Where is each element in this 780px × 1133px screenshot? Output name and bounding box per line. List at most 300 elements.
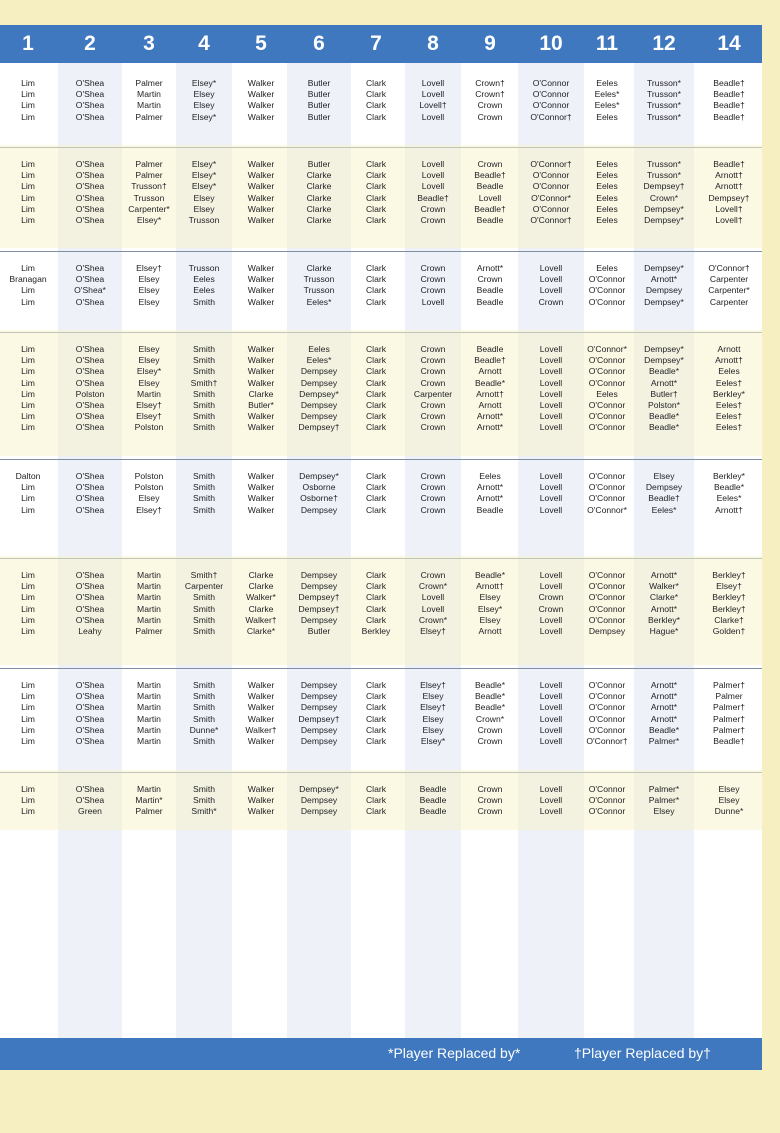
player-cell: Elsey xyxy=(193,192,215,203)
player-cell: Clarke xyxy=(306,192,332,203)
player-cell: Beadle† xyxy=(417,192,449,203)
player-cell: O'Shea xyxy=(75,736,105,746)
player-cell: Dempsey xyxy=(300,400,338,410)
player-cell: Lim xyxy=(21,603,35,614)
player-cell: Dempsey xyxy=(300,504,338,515)
column-header-8: 8 xyxy=(427,32,439,55)
player-cell: Lim xyxy=(21,626,35,636)
player-cell: O'Connor xyxy=(588,592,626,603)
player-cell: Lim xyxy=(21,366,35,377)
player-cell: Clark xyxy=(365,504,387,515)
player-cell: Lovell xyxy=(539,784,563,794)
player-cell: Clark xyxy=(365,263,387,273)
player-cell: Dempsey* xyxy=(644,263,684,273)
player-cell: Smith xyxy=(193,736,215,746)
player-cell: Eeles* xyxy=(716,493,742,504)
player-cell: Elsey† xyxy=(716,581,742,592)
column-header-11: 11 xyxy=(595,32,619,55)
player-cell: O'Connor xyxy=(588,366,626,377)
player-cell: O'Shea xyxy=(75,203,105,214)
player-cell: Elsey† xyxy=(420,680,446,690)
player-cell: Crown* xyxy=(418,614,448,625)
player-cell: Clark xyxy=(365,471,387,481)
player-cell: Lim xyxy=(21,170,35,181)
player-cell: Eeles xyxy=(596,215,618,225)
player-cell: Lovell xyxy=(539,713,563,724)
player-cell: Elsey xyxy=(138,296,160,307)
player-cell: Lim xyxy=(21,691,35,702)
player-cell: Clarke xyxy=(306,181,332,192)
player-cell: O'Connor xyxy=(588,377,626,388)
player-cell: Walker xyxy=(247,680,275,690)
player-cell: Clark xyxy=(365,285,387,296)
player-cell: Arnott* xyxy=(650,691,678,702)
player-cell: O'Connor xyxy=(588,493,626,504)
player-cell: Clarke* xyxy=(649,592,679,603)
player-cell: Butler xyxy=(307,89,331,100)
player-cell: Lovell xyxy=(421,111,445,122)
player-cell: Clark xyxy=(365,482,387,493)
player-cell: Walker xyxy=(247,111,275,122)
player-cell: Lim xyxy=(21,344,35,354)
player-cell: Palmer† xyxy=(713,702,745,713)
player-cell: Elsey* xyxy=(191,159,217,169)
player-cell: O'Shea xyxy=(75,603,105,614)
player-cell: Elsey xyxy=(422,724,444,735)
player-cell: Smith xyxy=(193,366,215,377)
player-cell: O'Connor xyxy=(532,89,570,100)
player-cell: Eeles xyxy=(596,263,618,273)
player-cell: Lovell xyxy=(539,388,563,399)
player-cell: Clark xyxy=(365,181,387,192)
player-cell: Arnott xyxy=(478,400,502,410)
player-cell: Beadle* xyxy=(648,724,680,735)
player-cell: Crown xyxy=(420,570,446,580)
player-cell: Eeles xyxy=(596,170,618,181)
player-cell: Eeles xyxy=(193,274,215,285)
player-cell: Smith xyxy=(193,795,215,806)
player-cell: Palmer* xyxy=(648,736,680,746)
player-cell: Eeles† xyxy=(715,422,743,433)
player-cell: Smith xyxy=(193,296,215,307)
player-cell: Walker xyxy=(247,806,275,817)
player-cell: Beadle† xyxy=(713,736,745,746)
player-cell: O'Connor† xyxy=(530,159,572,169)
player-cell: Crown* xyxy=(418,581,448,592)
player-cell: O'Shea xyxy=(75,263,105,273)
player-cell: Lim xyxy=(21,713,35,724)
player-cell: Smith xyxy=(193,422,215,433)
player-cell: Palmer xyxy=(135,170,163,181)
player-cell: Clark xyxy=(365,355,387,366)
player-cell: Arnott xyxy=(478,626,502,636)
player-cell: Palmer xyxy=(135,111,163,122)
player-cell: O'Shea xyxy=(75,100,105,111)
column-header-6: 6 xyxy=(313,32,325,55)
player-cell: O'Connor xyxy=(588,422,626,433)
player-cell: Lovell xyxy=(539,504,563,515)
player-cell: Lovell xyxy=(421,89,445,100)
player-cell: O'Shea xyxy=(75,400,105,410)
player-cell: Palmer† xyxy=(713,724,745,735)
player-cell: Lovell xyxy=(539,614,563,625)
player-cell: O'Connor xyxy=(588,274,626,285)
player-cell: Butler* xyxy=(248,400,274,410)
player-cell: Smith xyxy=(193,691,215,702)
player-cell: Arnott† xyxy=(715,181,743,192)
player-cell: Walker xyxy=(247,215,275,225)
player-cell: O'Shea xyxy=(75,471,105,481)
player-cell: Lovell xyxy=(421,170,445,181)
player-cell: Martin xyxy=(137,100,161,111)
player-cell: Clarke* xyxy=(246,626,276,636)
player-cell: O'Shea xyxy=(75,713,105,724)
player-cell: Clark xyxy=(365,581,387,592)
player-cell: Dempsey† xyxy=(298,592,340,603)
player-cell: Crown xyxy=(538,603,564,614)
player-cell: O'Shea xyxy=(75,570,105,580)
player-cell: Lovell xyxy=(539,482,563,493)
player-cell: Beadle* xyxy=(648,411,680,422)
player-cell: Elsey* xyxy=(136,366,162,377)
player-cell: Lovell xyxy=(539,581,563,592)
player-cell: Lovell xyxy=(539,795,563,806)
player-cell: Berkley* xyxy=(713,471,745,481)
player-cell: Dempsey† xyxy=(298,603,340,614)
player-cell: Lim xyxy=(21,203,35,214)
player-cell: Dempsey xyxy=(300,691,338,702)
player-cell: Elsey† xyxy=(136,263,162,273)
player-cell: Martin xyxy=(137,784,161,794)
player-cell: Dempsey xyxy=(300,377,338,388)
player-cell: Walker xyxy=(247,344,275,354)
player-cell: Crown xyxy=(477,806,503,817)
player-cell: Walker xyxy=(247,702,275,713)
player-cell: Elsey xyxy=(479,592,501,603)
player-cell: Elsey† xyxy=(136,400,162,410)
player-cell: Smith xyxy=(193,614,215,625)
player-cell: Polston xyxy=(134,422,164,433)
player-cell: Butler xyxy=(307,100,331,111)
player-cell: Crown xyxy=(420,471,446,481)
player-cell: Smith xyxy=(193,702,215,713)
player-cell: O'Connor xyxy=(588,713,626,724)
player-cell: Elsey† xyxy=(420,702,446,713)
player-cell: Clark xyxy=(365,570,387,580)
player-cell: Smith xyxy=(193,471,215,481)
player-cell: Crown xyxy=(538,592,564,603)
player-cell: Clark xyxy=(365,795,387,806)
player-cell: Dempsey* xyxy=(644,355,684,366)
player-cell: Walker† xyxy=(245,614,277,625)
player-cell: Beadle* xyxy=(474,570,506,580)
player-cell: Beadle† xyxy=(713,159,745,169)
player-cell: Smith† xyxy=(190,377,218,388)
player-cell: Lim xyxy=(21,159,35,169)
player-cell: Lovell xyxy=(539,366,563,377)
column-header-2: 2 xyxy=(84,32,96,55)
player-cell: O'Connor xyxy=(588,570,626,580)
player-cell: Smith xyxy=(193,493,215,504)
player-cell: O'Shea xyxy=(75,89,105,100)
player-cell: O'Connor xyxy=(588,411,626,422)
player-cell: Eeles† xyxy=(715,411,743,422)
player-cell: Arnott* xyxy=(476,482,504,493)
player-cell: Trusson* xyxy=(646,170,682,181)
player-cell: Lovell xyxy=(539,400,563,410)
player-cell: Beadle* xyxy=(474,691,506,702)
player-cell: O'Shea xyxy=(75,344,105,354)
player-cell: Dempsey xyxy=(300,736,338,746)
player-cell: Lovell xyxy=(539,724,563,735)
player-cell: Palmer† xyxy=(713,680,745,690)
player-cell: Arnott† xyxy=(715,170,743,181)
player-cell: Clark xyxy=(365,366,387,377)
player-cell: O'Connor xyxy=(588,784,626,794)
player-cell: Dempsey* xyxy=(299,784,339,794)
player-cell: Clark xyxy=(365,159,387,169)
player-cell: O'Shea xyxy=(75,784,105,794)
player-cell: Beadle xyxy=(476,504,504,515)
player-cell: Arnott† xyxy=(715,504,743,515)
player-cell: Crown xyxy=(420,422,446,433)
player-cell: Beadle* xyxy=(474,377,506,388)
player-cell: Walker xyxy=(247,504,275,515)
player-cell: Dempsey xyxy=(588,626,626,636)
player-cell: Lovell xyxy=(421,181,445,192)
player-cell: Carpenter xyxy=(709,274,749,285)
player-cell: O'Connor xyxy=(588,400,626,410)
player-cell: Arnott* xyxy=(476,411,504,422)
player-cell: Arnott† xyxy=(715,355,743,366)
player-cell: Eeles xyxy=(596,203,618,214)
player-cell: Crown† xyxy=(475,89,505,100)
player-cell: Elsey† xyxy=(420,626,446,636)
player-cell: Martin xyxy=(137,592,161,603)
player-cell: Lim xyxy=(21,215,35,225)
player-cell: Eeles xyxy=(193,285,215,296)
player-cell: Smith xyxy=(193,603,215,614)
player-cell: Eeles xyxy=(596,159,618,169)
player-cell: Eeles xyxy=(596,111,618,122)
player-cell: Lim xyxy=(21,482,35,493)
player-cell: Palmer xyxy=(135,78,163,88)
player-cell: Lim xyxy=(21,100,35,111)
player-cell: Walker xyxy=(247,89,275,100)
player-cell: Lim xyxy=(21,192,35,203)
player-cell: Clarke xyxy=(248,603,274,614)
player-cell: Dempsey xyxy=(645,285,683,296)
player-cell: Clarke xyxy=(306,215,332,225)
legend-replaced-star: *Player Replaced by* xyxy=(388,1045,521,1061)
player-cell: Lim xyxy=(21,89,35,100)
player-cell: Elsey* xyxy=(191,170,217,181)
player-cell: Lovell xyxy=(539,471,563,481)
player-cell: Beadle† xyxy=(713,100,745,111)
player-cell: O'Shea xyxy=(75,181,105,192)
player-cell: O'Shea xyxy=(75,592,105,603)
player-cell: O'Connor xyxy=(588,614,626,625)
player-cell: Walker xyxy=(247,78,275,88)
player-cell: Lim xyxy=(21,724,35,735)
player-cell: Lim xyxy=(21,263,35,273)
player-cell: Butler xyxy=(307,159,331,169)
player-cell: Clark xyxy=(365,680,387,690)
player-cell: O'Connor* xyxy=(531,192,571,203)
player-cell: Elsey† xyxy=(136,411,162,422)
player-cell: Crown xyxy=(477,724,503,735)
player-cell: Lim xyxy=(21,355,35,366)
player-cell: Beadle† xyxy=(648,493,680,504)
player-cell: Trusson xyxy=(188,215,220,225)
player-cell: O'Connor xyxy=(532,78,570,88)
player-cell: Crown xyxy=(420,377,446,388)
player-cell: Dempsey xyxy=(300,795,338,806)
player-cell: Lim xyxy=(21,377,35,388)
player-cell: Dalton xyxy=(15,471,41,481)
player-cell: O'Shea xyxy=(75,192,105,203)
player-cell: Polston xyxy=(134,471,164,481)
player-cell: Elsey xyxy=(422,691,444,702)
player-cell: Trusson xyxy=(303,274,335,285)
player-cell: Crown xyxy=(477,111,503,122)
player-cell: Lim xyxy=(21,422,35,433)
player-cell: Arnott* xyxy=(650,274,678,285)
player-cell: Walker xyxy=(247,263,275,273)
player-cell: O'Connor xyxy=(588,355,626,366)
player-cell: Clark xyxy=(365,411,387,422)
player-cell: Dempsey xyxy=(645,482,683,493)
player-cell: Elsey xyxy=(138,355,160,366)
player-cell: O'Shea* xyxy=(74,285,106,296)
player-cell: Clark xyxy=(365,78,387,88)
player-cell: Lovell xyxy=(421,159,445,169)
player-cell: Beadle† xyxy=(713,78,745,88)
player-cell: Clarke† xyxy=(714,614,744,625)
player-cell: Clark xyxy=(365,603,387,614)
player-cell: Crown xyxy=(420,411,446,422)
player-cell: Eeles* xyxy=(651,504,677,515)
player-cell: Berkley† xyxy=(712,570,746,580)
player-cell: Lovell xyxy=(539,377,563,388)
player-cell: O'Shea xyxy=(75,411,105,422)
player-cell: Arnott* xyxy=(476,422,504,433)
player-cell: O'Connor* xyxy=(587,344,627,354)
column-header-12: 12 xyxy=(652,32,676,55)
player-cell: O'Connor xyxy=(588,285,626,296)
player-cell: Dempsey* xyxy=(644,296,684,307)
player-cell: Martin xyxy=(137,724,161,735)
player-cell: Beadle* xyxy=(648,366,680,377)
player-cell: Trusson* xyxy=(646,89,682,100)
player-cell: O'Connor xyxy=(588,471,626,481)
player-cell: Smith xyxy=(193,504,215,515)
player-cell: Smith xyxy=(193,388,215,399)
player-cell: Dempsey xyxy=(300,724,338,735)
player-cell: Walker xyxy=(247,192,275,203)
player-cell: Butler† xyxy=(650,388,678,399)
player-cell: Martin xyxy=(137,691,161,702)
player-cell: Smith xyxy=(193,713,215,724)
player-cell: Dempsey xyxy=(300,570,338,580)
player-cell: Clark xyxy=(365,296,387,307)
player-cell: Walker xyxy=(247,493,275,504)
player-cell: Crown xyxy=(420,355,446,366)
player-cell: Dempsey xyxy=(300,411,338,422)
player-cell: Arnott* xyxy=(476,493,504,504)
player-cell: Lim xyxy=(21,181,35,192)
player-cell: Walker xyxy=(247,784,275,794)
player-cell: Trusson* xyxy=(646,100,682,111)
player-cell: Crown xyxy=(477,795,503,806)
player-cell: Palmer† xyxy=(713,713,745,724)
player-cell: O'Shea xyxy=(75,581,105,592)
player-cell: Eeles* xyxy=(306,355,332,366)
player-cell: Lovell xyxy=(539,355,563,366)
player-cell: Dempsey† xyxy=(298,422,340,433)
column-header-9: 9 xyxy=(484,32,496,55)
player-cell: Eeles xyxy=(479,471,501,481)
player-cell: O'Connor xyxy=(588,806,626,817)
player-cell: Lovell xyxy=(539,736,563,746)
player-cell: Walker* xyxy=(649,581,679,592)
player-cell: Lovell xyxy=(539,493,563,504)
player-cell: Clark xyxy=(365,170,387,181)
column-header-4: 4 xyxy=(198,32,210,55)
player-cell: Walker xyxy=(247,482,275,493)
player-cell: O'Connor† xyxy=(530,111,572,122)
player-cell: Smith xyxy=(193,626,215,636)
player-cell: Eeles* xyxy=(306,296,332,307)
player-cell: Beadle xyxy=(476,181,504,192)
player-cell: Lovell xyxy=(539,263,563,273)
player-cell: Smith xyxy=(193,411,215,422)
player-cell: Eeles* xyxy=(594,100,620,111)
player-cell: Clark xyxy=(365,192,387,203)
player-cell: Crown xyxy=(477,159,503,169)
column-header-1: 1 xyxy=(22,32,34,55)
player-cell: Dempsey* xyxy=(299,471,339,481)
player-cell: Lovell xyxy=(539,570,563,580)
player-cell: Smith xyxy=(193,400,215,410)
player-cell: Carpenter* xyxy=(708,285,750,296)
player-cell: Martin xyxy=(137,570,161,580)
legend-replaced-dagger: †Player Replaced by† xyxy=(574,1045,711,1061)
player-cell: Dempsey† xyxy=(298,713,340,724)
player-cell: Clark xyxy=(365,203,387,214)
player-cell: Arnott* xyxy=(650,377,678,388)
player-cell: Crown xyxy=(477,100,503,111)
player-cell: Walker xyxy=(247,100,275,111)
player-cell: Walker* xyxy=(246,592,276,603)
player-cell: Lim xyxy=(21,680,35,690)
player-cell: Beadle xyxy=(419,795,447,806)
player-cell: Clark xyxy=(365,592,387,603)
player-cell: Beadle† xyxy=(474,170,506,181)
player-cell: Dempsey xyxy=(300,366,338,377)
player-cell: Lovell† xyxy=(715,215,743,225)
player-cell: Lim xyxy=(21,111,35,122)
player-cell: O'Connor xyxy=(588,702,626,713)
player-cell: Martin xyxy=(137,614,161,625)
player-cell: Elsey* xyxy=(191,111,217,122)
player-cell: Trusson xyxy=(303,285,335,296)
player-cell: Lim xyxy=(21,806,35,817)
player-cell: Walker xyxy=(247,170,275,181)
player-cell: Beadle* xyxy=(474,702,506,713)
player-cell: Walker† xyxy=(245,724,277,735)
player-cell: Walker xyxy=(247,736,275,746)
